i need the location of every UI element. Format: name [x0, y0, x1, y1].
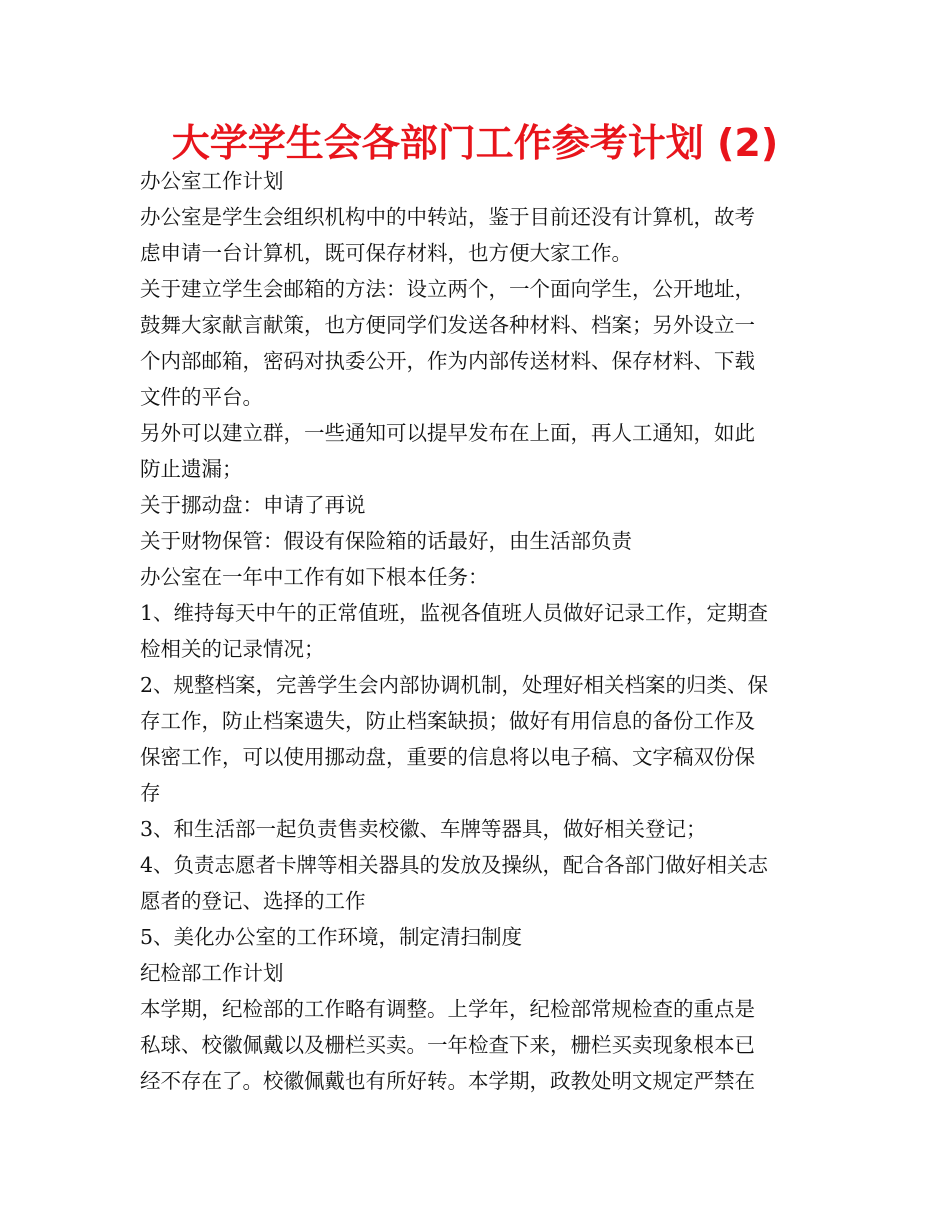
text-line: 经不存在了。校徽佩戴也有所好转。本学期，政教处明文规定严禁在 — [140, 1069, 755, 1093]
text-line: 存工作，防止档案遗失，防止档案缺损；做好有用信息的备份工作及 — [140, 709, 755, 733]
list-item: 4、负责志愿者卡牌等相关器具的发放及操纵，配合各部门做好相关志 — [140, 853, 769, 877]
document-body — [140, 163, 812, 1099]
section-heading-discipline: 纪检部工作计划 — [140, 961, 284, 985]
text-line: 私球、校徽佩戴以及栅栏买卖。一年检查下来，栅栏买卖现象根本已 — [140, 1033, 755, 1057]
text-line: 防止遗漏； — [140, 457, 243, 481]
text-line: 办公室在一年中工作有如下根本任务： — [140, 565, 489, 589]
text-line: 关于财物保管：假设有保险箱的话最好，由生活部负责 — [140, 529, 632, 553]
text-line: 关于建立学生会邮箱的方法：设立两个，一个面向学生，公开地址， — [140, 277, 755, 301]
text-line: 关于挪动盘：申请了再说 — [140, 493, 366, 517]
text-line: 本学期，纪检部的工作略有调整。上学年，纪检部常规检查的重点是 — [140, 997, 755, 1021]
text-line: 虑申请一台计算机，既可保存材料，也方便大家工作。 — [140, 241, 632, 265]
text-line: 愿者的登记、选择的工作 — [140, 889, 366, 913]
document-title: 大学学生会各部门工作参考计划 (2) — [171, 121, 779, 165]
list-item: 2、规整档案，完善学生会内部协调机制，处理好相关档案的归类、保 — [140, 673, 769, 697]
list-item: 1、维持每天中午的正常值班，监视各值班人员做好记录工作，定期查 — [140, 601, 769, 625]
text-line: 另外可以建立群，一些通知可以提早发布在上面，再人工通知，如此 — [140, 421, 755, 445]
list-item: 3、和生活部一起负责售卖校徽、车牌等器具，做好相关登记； — [140, 817, 707, 841]
text-line: 检相关的记录情况； — [140, 637, 325, 661]
list-item: 5、美化办公室的工作环境，制定清扫制度 — [140, 925, 523, 949]
text-line: 存 — [140, 781, 161, 805]
text-line: 鼓舞大家献言献策，也方便同学们发送各种材料、档案；另外设立一 — [140, 313, 755, 337]
text-line: 文件的平台。 — [140, 385, 263, 409]
text-line: 个内部邮箱，密码对执委公开，作为内部传送材料、保存材料、下载 — [140, 349, 755, 373]
text-line: 保密工作，可以使用挪动盘，重要的信息将以电子稿、文字稿双份保 — [140, 745, 755, 769]
text-line: 办公室是学生会组织机构中的中转站，鉴于目前还没有计算机，故考 — [140, 205, 755, 229]
section-heading-office: 办公室工作计划 — [140, 169, 284, 193]
